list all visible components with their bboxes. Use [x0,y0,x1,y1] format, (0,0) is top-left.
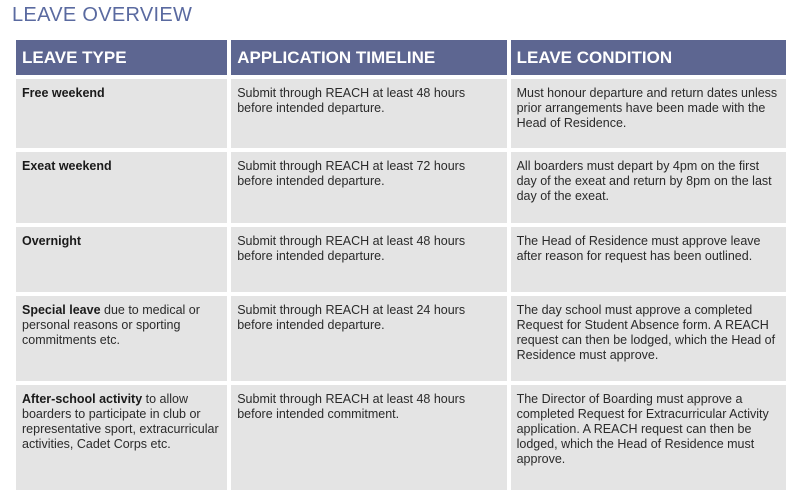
condition-cell: All boarders must depart by 4pm on the first day of the exeat and return by 8pm on the last day of the exeat. [511,152,786,223]
timeline-cell: Submit through REACH at least 48 hours before intended departure. [231,227,506,292]
table-header-row [16,40,786,75]
timeline-cell: Submit through REACH at least 48 hours before intended departure. [231,79,506,148]
condition-cell: The Head of Residence must approve leave after reason for request has been outlined. [511,227,786,292]
leave-type-name: Free weekend [22,86,105,100]
table-row [16,296,786,381]
header-application-timeline: APPLICATION TIMELINE [231,40,506,75]
table-row [16,385,786,490]
condition-cell: Must honour departure and return dates unless prior arrangements have been made with the Head of Residence. [511,79,786,148]
leave-type-cell [16,152,227,223]
leave-type-cell [16,79,227,148]
condition-cell: The day school must approve a completed Request for Student Absence form. A REACH request can then be lodged, which the Head of Residence must approve. [511,296,786,381]
leave-table [12,36,790,494]
header-leave-type: LEAVE TYPE [16,40,227,75]
table-row [16,79,786,148]
timeline-cell: Submit through REACH at least 24 hours before intended departure. [231,296,506,381]
timeline-cell: Submit through REACH at least 72 hours before intended departure. [231,152,506,223]
page-title: LEAVE OVERVIEW [12,4,193,26]
leave-type-name: Overnight [22,234,82,248]
leave-type-name: Special leave [22,303,101,317]
condition-cell: The Director of Boarding must approve a completed Request for Extracurricular Activity application. A REACH request can then be lodged, which the Head of Residence must approve. [511,385,786,490]
leave-type-name: After-school activity [22,392,143,406]
timeline-cell: Submit through REACH at least 48 hours before intended commitment. [231,385,506,490]
leave-type-cell [16,385,227,490]
leave-type-note: due to medical or personal reasons or sporting commitments etc. [22,303,200,347]
header-leave-condition: LEAVE CONDITION [511,40,786,75]
leave-type-name: Exeat weekend [22,159,112,173]
leave-type-cell [16,296,227,381]
leave-type-note: to allow boarders to participate in club or representative sport, extracurricular activities, Cadet Corps etc. [22,392,219,451]
table-row [16,227,786,292]
leave-type-cell [16,227,227,292]
table-row [16,152,786,223]
